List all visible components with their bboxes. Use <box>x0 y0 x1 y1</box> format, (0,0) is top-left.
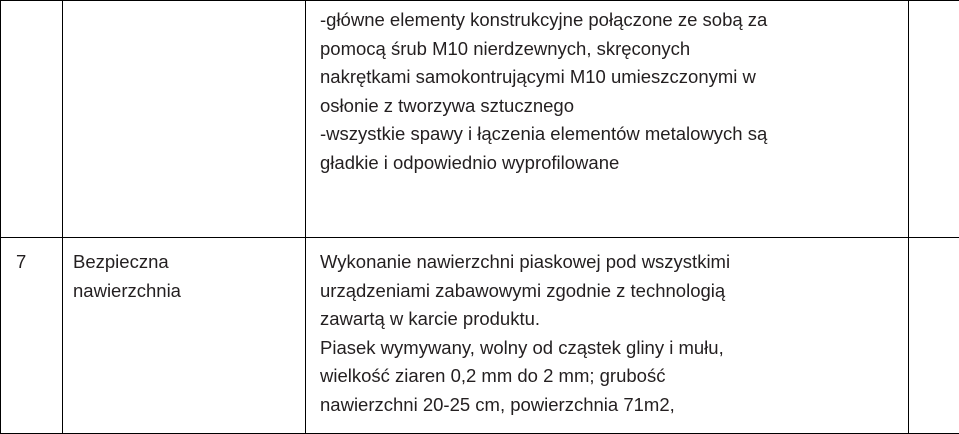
table-row <box>1 238 959 434</box>
description-line: gładkie i odpowiednio wyprofilowane <box>320 149 908 178</box>
item-name-line: nawierzchnia <box>73 277 305 306</box>
description-line: osłonie z tworzywa sztucznego <box>320 92 908 121</box>
description-line: zawartą w karcie produktu. <box>320 305 908 334</box>
description-line: wielkość ziaren 0,2 mm do 2 mm; grubość <box>320 362 908 391</box>
name-cell <box>63 1 306 238</box>
description-line: Piasek wymywany, wolny od cząstek gliny i mułu, <box>320 334 908 363</box>
extra-cell <box>909 238 959 434</box>
description-line: Wykonanie nawierzchni piaskowej pod wszystkimi <box>320 248 908 277</box>
description-line: urządzeniami zabawowymi zgodnie z technologią <box>320 277 908 306</box>
item-name-line: Bezpieczna <box>73 248 305 277</box>
table-row <box>1 1 959 238</box>
number-cell <box>1 1 63 238</box>
row-number: 7 <box>1 238 62 277</box>
description-line: nakrętkami samokontrującymi M10 umieszczonymi w <box>320 63 908 92</box>
description-line: pomocą śrub M10 nierdzewnych, skręconych <box>320 35 908 64</box>
number-cell <box>1 238 63 434</box>
description-line: -wszystkie spawy i łączenia elementów metalowych są <box>320 120 908 149</box>
description-line: nawierzchni 20-25 cm, powierzchnia 71m2, <box>320 391 908 420</box>
description-line: -główne elementy konstrukcyjne połączone ze sobą za <box>320 6 908 35</box>
name-cell <box>63 238 306 434</box>
extra-cell <box>909 1 959 238</box>
description-cell <box>306 238 909 434</box>
description-cell <box>306 1 909 238</box>
